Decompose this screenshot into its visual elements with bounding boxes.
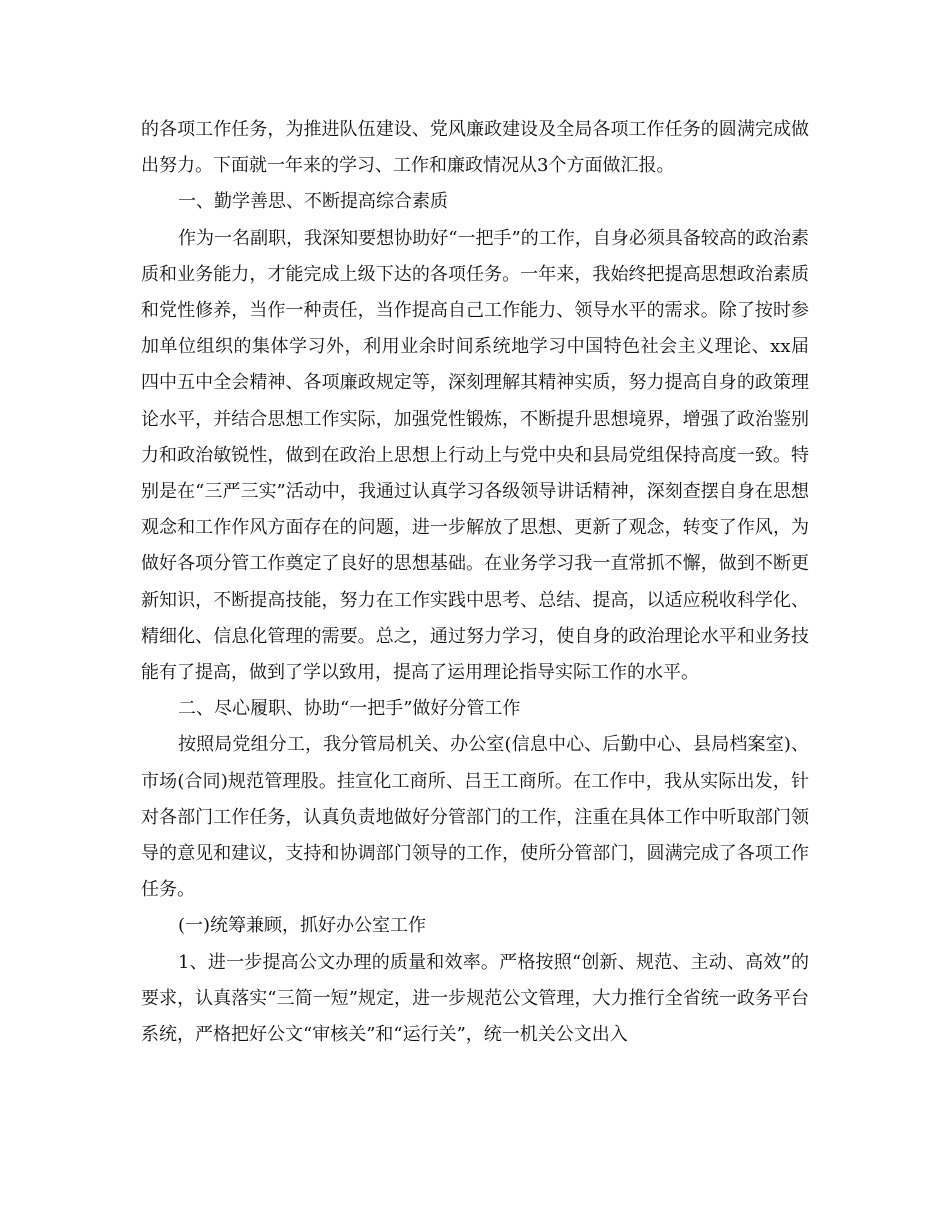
paragraph-duties: 按照局党组分工，我分管局机关、办公室(信息中心、后勤中心、县局档案室)、市场(合同)规范管理股。挂宣化工商所、吕王工商所。在工作中，我从实际出发，针对各部门工作任务，认真负责地做好分管部门的工作，注重在具体工作中听取部门领导的意见和建议，支持和协调部门领导的工作，使所分管部门，圆满完成了各项工作任务。 [141, 734, 809, 901]
paragraph-study: 作为一名副职，我深知要想协助好“一把手”的工作，自身必须具备较高的政治素质和业务能力，才能完成上级下达的各项任务。一年来，我始终把提高思想政治素质和党性修养，当作一种责任，当作提高自己工作能力、领导水平的需求。除了按时参加单位组织的集体学习外，利用业余时间系统地学习中国特色社会主义理论、xx届四中五中全会精神、各项廉政规定等，深刻理解其精神实质，努力提高自身的政策理论水平，并结合思想工作实际，加强党性锻炼，不断提升思想境界，增强了政治鉴别力和政治敏锐性，做到在政治上思想上行动上与党中央和县局党组保持高度一致。特别是在“三严三实”活动中，我通过认真学习各级领导讲话精神，深刻查摆自身在思想观念和工作作风方面存在的问题，进一步解放了思想、更新了观念，转变了作风，为做好各项分管工作奠定了良好的思想基础。在业务学习我一直常抓不懈，做到不断更新知识，不断提高技能，努力在工作实践中思考、总结、提高，以适应税收科学化、精细化、信息化管理的需要。总之，通过努力学习，使自身的政治理论水平和业务技能有了提高，做到了学以致用，提高了运用理论指导实际工作的水平。 [141, 227, 809, 684]
paragraph-intro-continuation: 的各项工作任务，为推进队伍建设、党风廉政建设及全局各项工作任务的圆满完成做出努力。下面就一年来的学习、工作和廉政情况从3个方面做汇报。 [141, 119, 809, 177]
section-heading-2: 二、尽心履职、协助“一把手”做好分管工作 [178, 698, 521, 720]
section-heading-1: 一、勤学善思、不断提高综合素质 [178, 191, 448, 213]
document-body [141, 112, 809, 1053]
subsection-heading-1: (一)统筹兼顾，抓好办公室工作 [178, 915, 427, 937]
paragraph-document-handling: 1、进一步提高公文办理的质量和效率。严格按照“创新、规范、主动、高效”的要求，认真落实“三简一短”规定，进一步规范公文管理，大力推行全省统一政务平台系统，严格把好公文“审核关”和“运行关”，统一机关公文出入 [141, 951, 809, 1046]
